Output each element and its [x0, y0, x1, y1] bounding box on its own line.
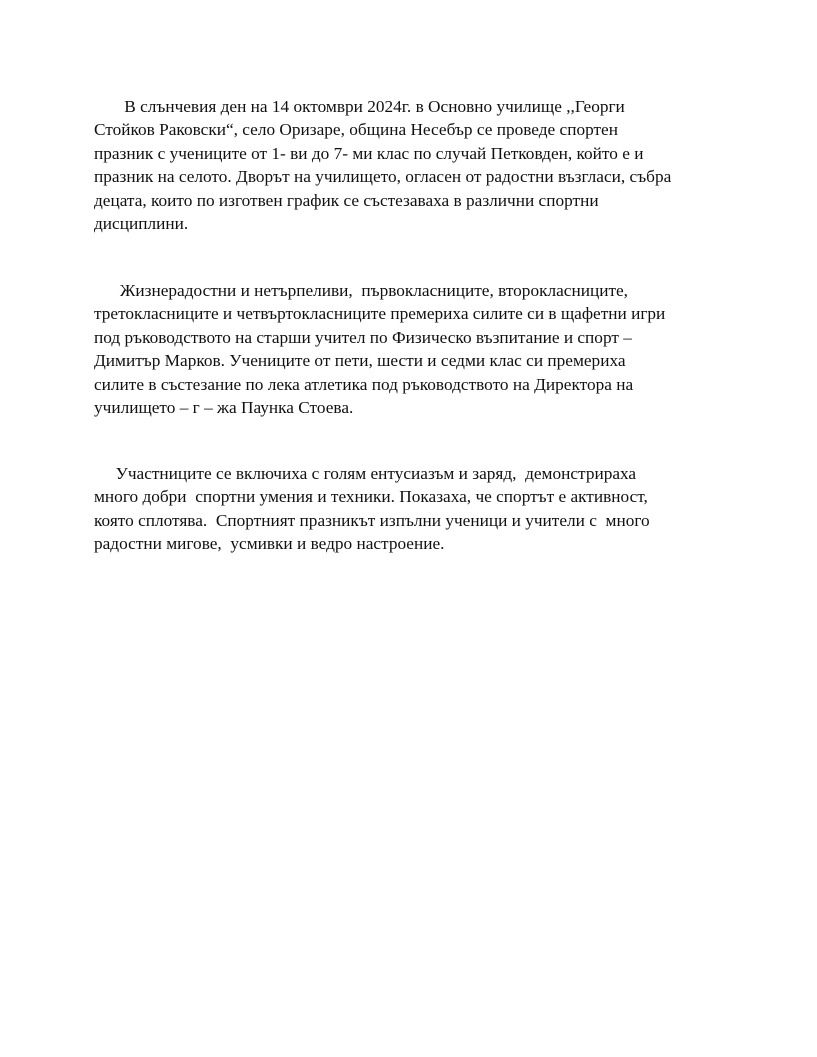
- paragraph-line: под ръководството на старши учител по Физическо възпитание и спорт –: [94, 327, 632, 347]
- paragraph-2: [94, 279, 734, 419]
- paragraph-line: В слънчевия ден на 14 октомври 2024г. в Основно училище ,,Георги: [94, 97, 625, 116]
- paragraph-line: Стойков Раковски“, село Оризаре, община Несебър се проведе спортен: [94, 120, 618, 140]
- paragraph-line: празник с учениците от 1- ви до 7- ми клас по случай Петковден, който е и: [94, 143, 644, 163]
- paragraph-line: празник на селото. Дворът на училището, огласен от радостни възгласи, събра: [94, 167, 672, 187]
- paragraph-line: много добри спортни умения и техники. Показаха, че спортът е активност,: [94, 487, 648, 507]
- paragraph-line: децата, които по изготвен график се състезаваха в различни спортни: [94, 190, 599, 210]
- paragraph-line: която сплотява. Спортният празникът изпълни ученици и учители с много: [94, 510, 650, 530]
- paragraph-3: [94, 462, 734, 556]
- paragraph-line: дисциплини.: [94, 214, 189, 234]
- paragraph-line: Участниците се включиха с голям ентусиазъм и заряд, демонстрираха: [94, 464, 637, 483]
- paragraph-line: Димитър Марков. Учениците от пети, шести и седми клас си премериха: [94, 351, 626, 371]
- paragraph-line: радостни мигове, усмивки и ведро настроение.: [94, 534, 445, 554]
- paragraph-line: училището – г – жа Паунка Стоева.: [94, 398, 354, 418]
- paragraph-line: Жизнерадостни и нетърпеливи, първокласниците, второкласниците,: [94, 281, 628, 300]
- paragraph-1: [94, 95, 734, 235]
- paragraph-line: третокласниците и четвъртокласниците премериха силите си в щафетни игри: [94, 304, 666, 324]
- paragraph-line: силите в състезание по лека атлетика под ръководството на Директора на: [94, 374, 634, 394]
